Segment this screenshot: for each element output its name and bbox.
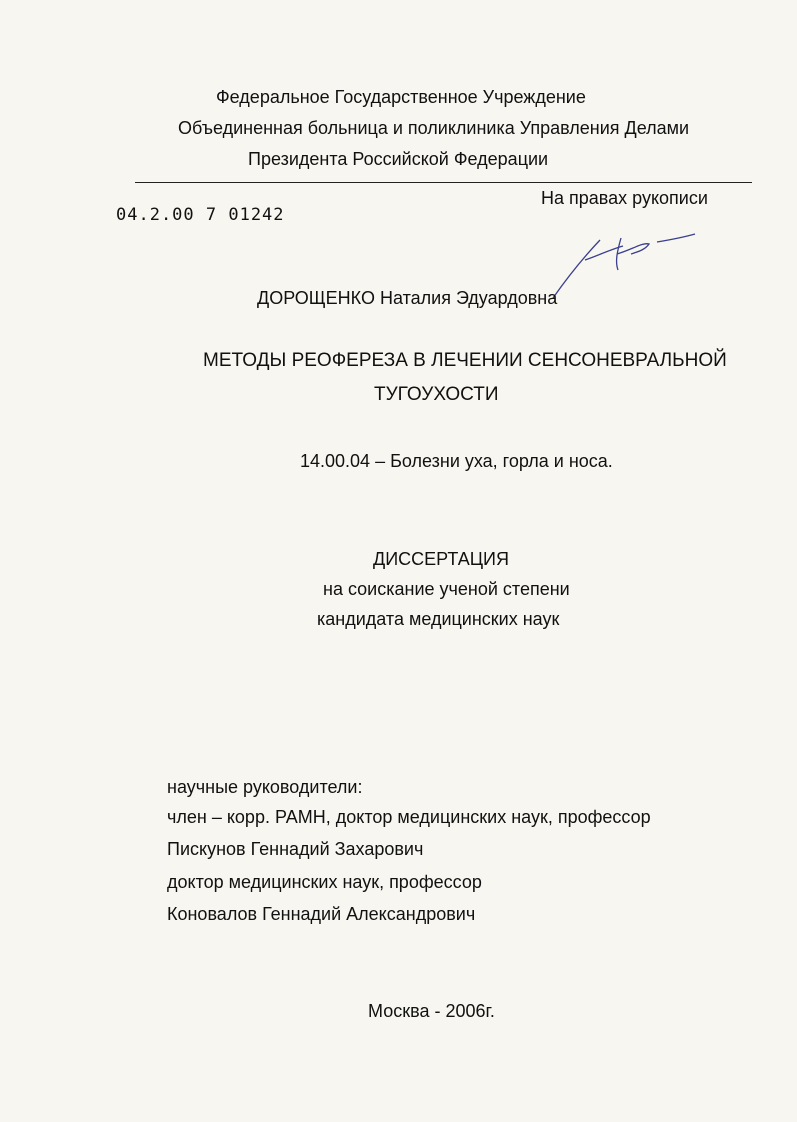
place-year: Москва - 2006г. (368, 1001, 495, 1021)
supervisors-heading: научные руководители: (167, 777, 363, 797)
title-line-1: МЕТОДЫ РЕОФЕРЕЗА В ЛЕЧЕНИИ СЕНСОНЕВРАЛЬНОЙ (203, 350, 727, 371)
author-name: ДОРОЩЕНКО Наталия Эдуардовна (257, 288, 558, 308)
degree-line-1: на соискание ученой степени (323, 579, 570, 599)
registration-number: 04.2.00 7 01242 (116, 205, 285, 225)
header-divider (135, 182, 752, 183)
supervisor-line-1: член – корр. РАМН, доктор медицинских наук, профессор (167, 807, 651, 827)
title-line-2: ТУГОУХОСТИ (374, 384, 499, 405)
dissertation-heading: ДИССЕРТАЦИЯ (373, 549, 509, 569)
supervisor-line-2: Пискунов Геннадий Захарович (167, 839, 424, 859)
manuscript-note: На правах рукописи (541, 188, 708, 208)
header-line-2: Объединенная больница и поликлиника Управления Делами (178, 118, 690, 138)
degree-line-2: кандидата медицинских наук (317, 609, 560, 629)
header-line-1: Федеральное Государственное Учреждение (216, 87, 586, 107)
supervisor-line-3: доктор медицинских наук, профессор (167, 872, 482, 892)
supervisor-line-4: Коновалов Геннадий Александрович (167, 904, 476, 924)
handwritten-signature (545, 228, 705, 308)
specialty: 14.00.04 – Болезни уха, горла и носа. (300, 451, 613, 471)
header-line-3: Президента Российской Федерации (248, 149, 549, 169)
